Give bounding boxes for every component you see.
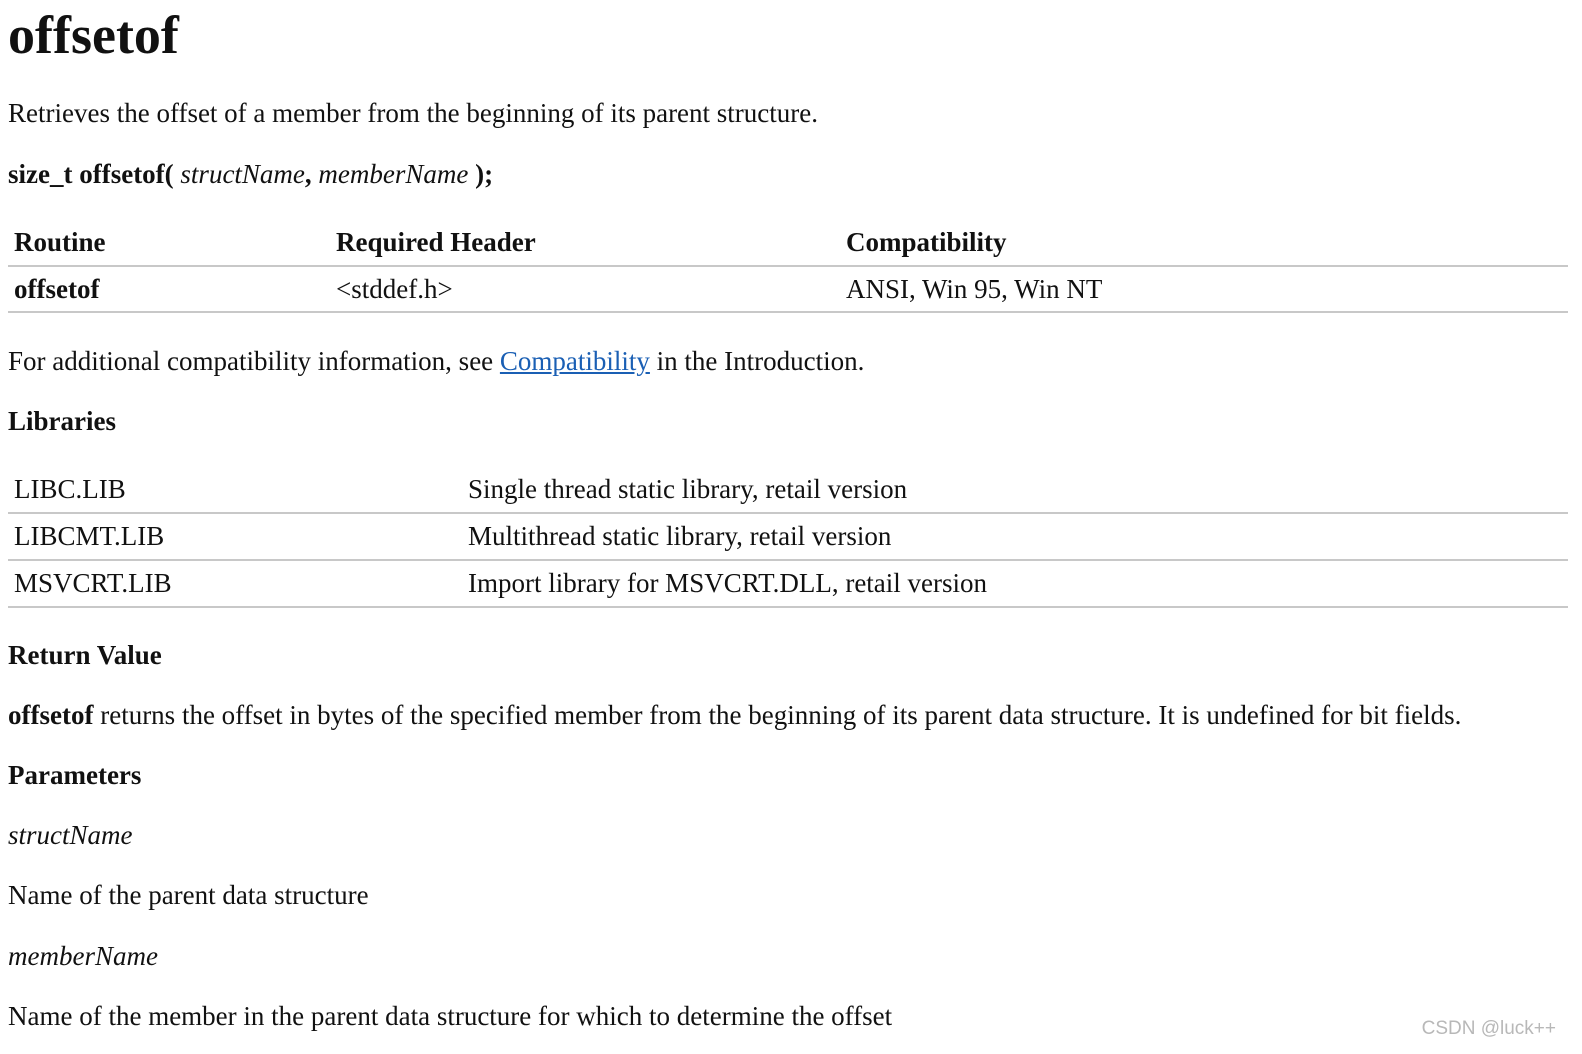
- compatibility-link[interactable]: Compatibility: [499, 346, 650, 376]
- library-name-cell: MSVCRT.LIB: [8, 560, 462, 607]
- syntax-comma: ,: [304, 159, 312, 189]
- library-desc-cell: Multithread static library, retail version: [462, 513, 1568, 560]
- return-value-desc: returns the offset in bytes of the specified member from the beginning of its parent data structure. It is undefined for bit fields.: [100, 700, 1462, 730]
- table-row: [8, 266, 1568, 312]
- col-header-routine: Routine: [8, 220, 330, 266]
- summary-text: Retrieves the offset of a member from the beginning of its parent structure.: [8, 98, 818, 128]
- compat-note-after: in the Introduction.: [656, 346, 865, 376]
- watermark: CSDN @luck++: [1421, 1018, 1556, 1039]
- libraries-table: [8, 466, 1568, 608]
- table-row: [8, 560, 1568, 607]
- param-desc-structname: Name of the parent data structure: [8, 880, 369, 910]
- table-row: [8, 466, 1568, 513]
- compatibility-cell: ANSI, Win 95, Win NT: [840, 266, 1568, 312]
- syntax-return: size_t offsetof(: [8, 159, 174, 189]
- library-name-cell: LIBC.LIB: [8, 466, 462, 513]
- library-desc-cell: Single thread static library, retail version: [462, 466, 1568, 513]
- syntax-arg-membername: memberName: [318, 159, 469, 189]
- return-value-text: [8, 698, 1461, 732]
- compatibility-header-row: [8, 220, 1568, 266]
- libraries-heading: Libraries: [8, 406, 116, 436]
- table-row: [8, 513, 1568, 560]
- header-cell: <stddef.h>: [330, 266, 840, 312]
- syntax-arg-structname: structName: [180, 159, 305, 189]
- function-syntax: [8, 157, 493, 191]
- library-name-cell: LIBCMT.LIB: [8, 513, 462, 560]
- param-desc-membername: Name of the member in the parent data structure for which to determine the offset: [8, 1001, 893, 1031]
- param-name-structname: structName: [8, 820, 133, 850]
- library-desc-cell: Import library for MSVCRT.DLL, retail version: [462, 560, 1568, 607]
- compatibility-table: [8, 220, 1568, 313]
- col-header-required-header: Required Header: [330, 220, 840, 266]
- col-header-compatibility: Compatibility: [840, 220, 1568, 266]
- compat-note-before: For additional compatibility information, see: [8, 346, 494, 376]
- return-value-heading: Return Value: [8, 640, 162, 670]
- parameters-heading: Parameters: [8, 760, 142, 790]
- syntax-end: );: [475, 159, 494, 189]
- page-title: offsetof: [8, 5, 179, 65]
- routine-cell: offsetof: [8, 266, 330, 312]
- return-value-term: offsetof: [8, 700, 94, 730]
- param-name-membername: memberName: [8, 941, 158, 971]
- compatibility-note: [8, 344, 864, 378]
